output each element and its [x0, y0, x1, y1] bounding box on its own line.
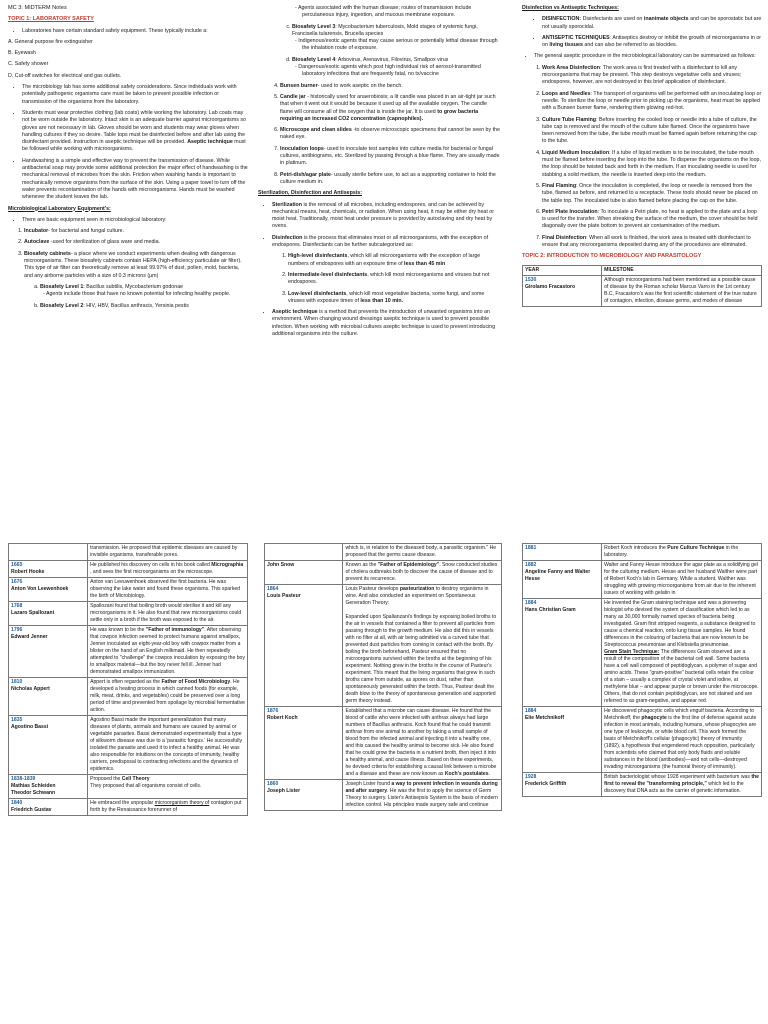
equipment-autoclave: 2. Autoclave -used for sterilization of glass ware and media.	[24, 239, 248, 246]
equipment-c: C. Safety shower	[8, 61, 49, 68]
low-level-disinfectants: 3. Low-level disinfectants, which kill most vegetative bacteria, some fungi, and some viruses with exposure times of less than 10 min.	[288, 291, 500, 306]
biosafety-level-2: b. Biosafety Level 2: HIV, HBV, Bacillus anthracis, Yersinia pestis	[40, 303, 248, 310]
table-row: 1928 Frederick Griffith British bacteriologist whose 1928 experiment with bacterium was the first to reveal the "transforming principle," which led to the discovery that DNA acts as the carrier of genetic information.	[523, 773, 762, 797]
table-row: 1530 Girolamo Fracastoro Although microorganisms had been mentioned as a possible cause of disease by the Roman scholar Marcus Varro in the 1st century B.C, Fracastoro's was the first scientific statement of the true nature of contagion, infection, disease germs, and modes of disease	[523, 275, 762, 306]
table-row: 1840 Friedrich Gustav He embraced the unpopular microorganism theory of contagion put forth by the Renaissance forerunner of	[9, 799, 248, 816]
aseptic-technique-bullet: • Aseptic technique is a method that prevents the introduction of unwanted organisms into an environment. When changing wound dressings aseptic technique is used to prevent possible infection. When working with microbial cultures aseptic technique is used to prevent introducing additional organisms into the culture.	[272, 309, 500, 338]
column-1	[8, 5, 248, 314]
equipment-inoculation-loops: 7. Inoculation loops- used to inoculate test samples into culture media for bacterial or fungal cultures, antibiograms, etc. Sterilized by passing through a blue flame. They are usually made in platinum.	[280, 146, 500, 168]
disinfection-bullet: • Disinfection is the process that eliminates most or all microorganisms, with the exception of endospores. Disinfectants can be further subcategorized as: 1. High-level disinfectants, which kill all microorganisms with the exception of large numbers of endospores with an exposure time of less than 45 min 2. Intermediate-level disinfectants, which kill most microorganisms and viruses but not endospores. 3. Low-level disinfectants, which kill most vegetative bacteria, some fungi, and some viruses with exposure times of less than 10 min.	[272, 235, 500, 305]
sterilization-bullet: • Sterilization is the removal of all microbes, including endospores, and can be achieved by mechanical means, heat, chemicals, or radiation. When using heat, it may be either dry heat or moist heat. Traditionally, moist heat under pressure is provided by autoclaving and dry heat by ovens.	[272, 202, 500, 231]
column-3	[522, 5, 762, 307]
table-row: 1676 Anton Von Leewenhoek Anton van Leeuwenhoek observed the first bacteria. He was observing the lake water and found these organisms. This sparked the birth of Microbiology.	[9, 578, 248, 602]
table-row: 1835 Agostino Bassi Agostino Bassi made the important generalization that many diseases of plants, animals and humans are caused by animal or vegetable parasites. Bassi demonstrated experimentally that a type of silkworm disease was due to a 'parasitic fungus.' He successfully isolated the parasite and used it to infect a healthy animal. He was also responsible for intuitions on the concepts of immunity, healthy carriers, predisposal to contracting infections and the dynamics of epidemics.	[9, 716, 248, 775]
biosafety-level-1: a. Biosafety Level 1: Bacillus subtilis, Mycobacterium godonae - Agents include those that have no known potential for infecting healthy people.	[40, 284, 248, 299]
table-row: 1860 Joseph Lister Joseph Lister found a way to prevent infection in wounds during and after surgery. He was the first to apply the science of Germ Theory to surgery. Lister's Antisepsis System is the basis of modern infection control. His principles made surgery safe and continue	[265, 780, 502, 811]
step-liquid-medium: 4. Liquid Medium Inoculation: If a tube of liquid medium is to be inoculated, the tube mouth must be flamed before inserting the loop into the tube. To disperse the organisms on the loop, the loop should be twisted back and forth in the medium. If an inoculating needle is used for stabbing a solid medium, the needle is inserted deep into the medium.	[542, 150, 762, 179]
intermediate-level-disinfectants: 2. Intermediate-level disinfectants, which kill most microorganisms and viruses but not endospores.	[288, 272, 500, 287]
table-row: 1884 Elie Metchnikoff He discovered phagocytic cells which engulf bacteria. According to Metchnikoff, the phagocyte is the first line of defense against acute infection in most animals, including humans, whose phagocytes are one type of leukocyte, or white blood cell. This work formed the basis of Metchnikoff's cellular (phagocytic) theory of immunity (1892), a hypothesis that engendered much opposition, particularly from scientists who claimed that only body fluids and soluble substances in the blood (antibodies)—and not cells—destroyed invading microorganisms (the humoral theory of immunity).	[523, 707, 762, 773]
equipment-candle-jar: 5. Candle jar - historically used for anaerobiosis; a lit candle was placed in an air-tight jar such that when it went out it would be because it used up all the available oxygen. The candle flame will consume all of the oxygen that is inside the jar. It is used to grow bacteria requiring an increased CO2 concentration (capnophiles).	[280, 94, 500, 123]
milestone-table-top	[522, 265, 762, 307]
equipment-heading: Microbiological Laboratory Equipment's:	[8, 205, 111, 212]
table-row: 1882 Angeline Fanny and Walter Hesse Walter and Fanny Hesse introduce the agar plate as a solidifying gel for the culturing medium. Hesse and her husband Walther were part of Robert Koch's lab in Germany. While a student, Walther was struggling with growing microorganisms from air due to the inherent issues of working with gelatin in	[523, 561, 762, 599]
milestone-table-2	[264, 543, 502, 811]
safety-paragraph-1: • The microbiology lab has some additional safety considerations. Since individuals work with potentially pathogenic organisms care must be taken to prevent possible infection or transmission of the organisms from the laboratory.	[22, 84, 248, 106]
antiseptic-definition: • ANTISEPTIC TECHNIQUES: Antiseptics destroy or inhibit the growth of microorganisms in or on living tissues and can also be referred to as biocides.	[542, 35, 762, 50]
disinfection-vs-antiseptic-heading: Disinfection vs Antiseptic Techniques:	[522, 5, 619, 11]
equipment-d: D. Cut-off switches for electrical and gas outlets.	[8, 72, 122, 79]
page-title: MC 3: MIDTERM Notes	[8, 5, 67, 11]
topic-1-heading: TOPIC 1: LABORATORY SAFETY	[8, 16, 94, 23]
equipment-b: B. Eyewash	[8, 50, 36, 57]
milestone-table-1	[8, 543, 248, 816]
biosafety-level-3: c. Biosafety Level 3: Mycobacterium tuberculosis, Mold stages of systemic fungi, Francisella tularensis, Brucella species - Indigenous/exotic agents that may cause serious or potentially lethal disease through the inhalation route of exposure.	[292, 24, 500, 53]
disinfection-definition: • DISINFECTION: Disinfectants are used on inanimate objects and can be sporostatic but are not usually sporocidal.	[542, 16, 762, 31]
equipment-intro: • There are basic equipment seen in microbiological laboratory:	[22, 217, 248, 224]
table-row: 1768 Lazaro Spallozani Spallozani found that boiling broth would sterilise it and kill any microorganisms in it. He also found that new microorganisms could settle only in a broth if the broth was exposed to the air.	[9, 602, 248, 626]
step-petri-plate: 6. Petri Plate Inoculation: To inoculate a Petri plate, no heat is applied to the plate and a loop is used for the transfer. When streaking the surface of the medium, the cover should be held diagonally over the plate bottom to prevent air contamination of the medium.	[542, 209, 762, 231]
biosafety-level-4-desc: - Dangerous/exotic agents which post high individual risk of aerosol-transmitted laboratory infections that are frequently fatal, no tx/vaccine	[302, 64, 500, 79]
high-level-disinfectants: 1. High-level disinfectants, which kill all microorganisms with the exception of large numbers of endospores with an exposure time of less than 45 min	[288, 253, 500, 268]
equipment-bunsen-burner: 4. Bunsen burner- used to work aseptic on the bench.	[280, 83, 500, 90]
step-work-area: 1. Work Area Disinfection: The work area is first treated with a disinfectant to kill any microorganisms that may be present. This step destroys vegetative cells and viruses; endospores, however, are not destroyed in this brief application of disinfectant.	[542, 65, 762, 87]
table-row: 1796 Edward Jenner He was known to be the "Father of immunology". After observing that cowpox infection seemed to protect humans against smallpox, Jenner inoculated an eight-year-old boy with cowpox matter from a blister on the hand of an English milkmaid. He then repeatedly attempted to "challenge" the cowpox inoculation by exposing the boy to smallpox material—but the boy never fell ill. Jenner had demonstrated smallpox immunization.	[9, 626, 248, 678]
sterilization-heading: Sterilization, Disinfection and Antisepsis:	[258, 190, 362, 197]
column-2	[258, 5, 500, 342]
table-row: 1876 Robert Koch Established that a microbe can cause disease. He found that the blood of cattle who were infected with anthrax always had large numbers of Bacillus anthracis. Koch found that he could transmit anthrax from one animal to another by taking a small sample of blood from the infected animal and injecting it into a healthy one, and this caused the healthy animal to become sick. He also found that he could grow the bacteria in a nutrient broth, then inject it into a healthy animal, and cause illness. Based on these experiments, he devised criteria for establishing a causal link between a microbe and a disease and these are now known as Koch's postulates.	[265, 707, 502, 780]
biosafety-level-4: d. Biosafety Level 4: Arbovirus, Arenavirus, Filovirus, Smallpox virus - Dangerous/exotic agents which post high individual risk of aerosol-transmitted laboratory infections that are frequently fatal, no tx/vaccine	[292, 57, 500, 79]
equipment-incubator: 1. Incubator- for bacterial and fungal culture.	[24, 228, 248, 235]
table-row: which is, in relation to the diseased body, a parasitic organism." He proposed that the germs cause disease.	[265, 544, 502, 561]
table-row: 1881 Robert Koch introduces the Pure Culture Technique in the laboratory.	[523, 544, 762, 561]
table-row: 1884 Hans Christian Gram He invented the Gram staining technique and was a pioneering biologist who devised the system of classification which led to as many as 30,000 formally named species of bacteria being investigated. Gram first stripped reagents, a substance designed to cause a chemical reaction, onto lung tissue samples. He found differences in the colouring of bacteria that are now known to be Streptococcus pneumoniae and Klebsiella pneumoniae. Gram Stain Technique: The differences Gram observed are a result of the composition of the bacterial cell wall. Some bacteria have a cell wall composed of peptidoglycan, a polymer of sugar and amino acids. These "gram-positive" bacterial cells retain the colour of a stain – usually a complex of crystal violet and iodine, at methylene blue – and appear purple or brown under the microscope. Others, that do not contain peptidoglycan, are not stained and are referred to as gram-negative, and appear red.	[523, 599, 762, 707]
table-row: 1838-1839 Mathias Schleiden Theodor Schwann Proposed the Cell Theory They proposed that all organisms consist of cells.	[9, 775, 248, 799]
safety-paragraph-2: • Students must wear protective clothing (lab coats) while working the laboratory. Lab coats may not be worn outside the laboratory. Intact skin is an adequate barrier against microorganisms so gloves are not necessary in lab. Gloves should be worn and students may wear gloves when handling cultures if they so desire. Table tops must be disinfected before and after lab using the disinfectant provided. Instruction in aseptic technique will be provided. Aseptic technique must be followed while working with microorganisms.	[22, 110, 248, 154]
year-header: YEAR	[523, 265, 602, 275]
table-row: 1665 Robert Hooke He published his discovery on cells in his book called Micrographia , and sees the first microorganisms on the microscope.	[9, 561, 248, 578]
biosafety-level-1-desc: - Agents include those that have no known potential for infecting healthy people.	[50, 291, 248, 298]
table-row: 1864 Louis Pasteur Louis Pasteur develops pasteurization to destroy organisms in wine. And also conducted an experiment on Spontaneous Generation Theory: Expanded upon Spallanzani's findings by exposing boiled broths to the air in vessels that contained a filter to prevent all particles from passing through to the growth medium. He also did this in vessels with no filter at all, with air being admitted via a curved tube that prevented dust particles from coming in contact with the broth. By boiling the broth beforehand, Pasteur ensured that no microorganisms survived within the broths at the beginning of his experiment. Nothing grew in the broths in the course of Pasteur's experiment. This meant that the living organisms that grew in such broths came from outside, as spores on dust, rather than spontaneously generated within the broth. Thus, Pasteur dealt the death blow to the theory of spontaneous generation and supported germ theory instead.	[265, 585, 502, 707]
intro-bullet: • Laboratories have certain standard safety equipment. These typically include a:	[22, 28, 248, 35]
equipment-microscope: 6. Microscope and clean slides -to observe microscopic specimens that cannot be seen by the naked eye.	[280, 127, 500, 142]
equipment-biosafety-cabinets: 3. Biosafety cabinets- a place where we conduct experiments when dealing with dangerous microorganisms. These biosafety cabinets contain HEPA (high-efficiency particulate air filter). This type of air filter can theoretically remove at least 99.97% of dust, pollen, mold, bacteria, and any airborne particles with a size of 0.3 microns (µm) a. Biosafety Level 1: Bacillus subtilis, Mycobacterium godonae - Agents include those that have no known potential for infecting healthy people. b. Biosafety Level 2: HIV, HBV, Bacillus anthracis, Yersinia pestis	[24, 251, 248, 310]
step-final-disinfection: 7. Final Disinfection: When all work is finished, the work area is treated with disinfectant to ensure that any microorganisms deposited during any of the procedures are eliminated.	[542, 235, 762, 250]
equipment-a: A. General purpose fire extinguisher	[8, 38, 93, 45]
table-row: John Snow Known as the "Father of Epidemiology". Snow conducted studies of cholera outbreaks both to discover the cause of disease and to prevent its recurrence.	[265, 561, 502, 585]
table-header-row	[523, 265, 762, 275]
milestone-table-3	[522, 543, 762, 797]
step-final-flaming: 5. Final Flaming: Once the inoculation is completed, the loop or needle is removed from the tube, flamed as before, and returned to a receptacle. These tools should never be placed on the table top. The inoculated tube is also flamed before placing the cap on the tube.	[542, 183, 762, 205]
biosafety-level-3-desc: - Indigenous/exotic agents that may cause serious or potentially lethal disease through the inhalation route of exposure.	[302, 38, 500, 53]
handwashing-paragraph: • Handwashing is a simple and effective way to prevent the transmission of disease. While antibacterial soap may provide some additional protection the major effect of handwashing is the mechanical removal of microbes from the skin. Friction when washing hands is important to mechanically remove organisms from the surface of the skin. Using a paper towel to turn off the water prevents recontamination of the hands with microorganisms. Hands must be washed whenever the student leaves the lab.	[22, 158, 248, 202]
topic-2-heading: TOPIC 2: INTRODUCTION TO MICROBIOLOGY AND PARASITOLOGY	[522, 253, 702, 260]
step-culture-tube: 3. Culture Tube Flaming: Before inserting the cooled loop or needle into a tube of culture, the tube cap is removed and the mouth of the culture tube flamed. Once the organisms have been removed from the tube, the tube mouth must be flamed again before returning the cap to the tube.	[542, 117, 762, 146]
table-row: transmission. He proposed that epidemic diseases are caused by invisible organisms, transferable pores.	[9, 544, 248, 561]
biosafety-level-2-desc: - Agents associated with the human disease; routes of transmission include percutaneous injury, ingestion, and mucous membrane exposure.	[302, 5, 500, 20]
step-loops-needles: 2. Loops and Needles: The transport of organisms will be performed with an inoculating loop or needle. To sterilize the loop or needle prior to picking up the organisms, heat must be applied with a Bunsen burner flame, rendering them glowing red-hot.	[542, 91, 762, 113]
aseptic-procedure-intro: • The general aseptic procedure in the microbiological laboratory can be summarized as follows:	[534, 53, 762, 60]
milestone-header: MILESTONE	[602, 265, 762, 275]
table-row: 1810 Nicholas Appert Appert is often regarded as the Father of Food Microbiology. He developed a heating process in which canned foods (for example, milk, meat, drinks, and vegetables) could be preserved over a long period of time and prevented from spoilage by microbial fermentative action.	[9, 678, 248, 716]
equipment-petri-dish: 8. Petri-dish/agar plate- usually sterile before use, to act as a supporting container to hold the culture medium in.	[280, 172, 500, 187]
